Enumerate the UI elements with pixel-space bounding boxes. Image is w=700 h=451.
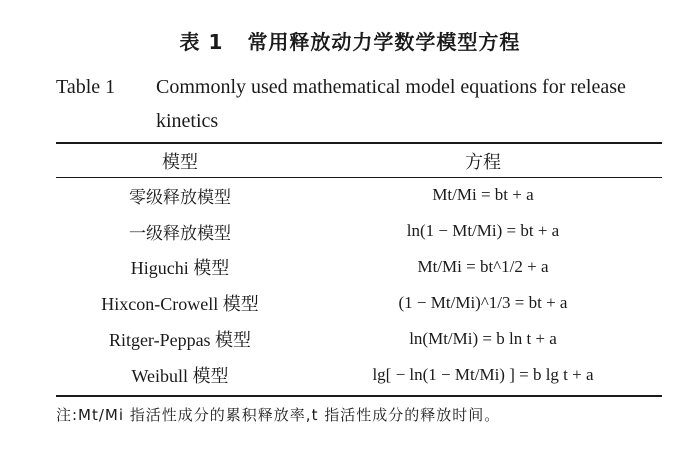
model-name-cell: Hixcon-Crowell 模型	[101, 294, 259, 314]
model-name-cell: 一级释放模型	[129, 223, 231, 244]
table-row	[56, 357, 662, 393]
model-name-cell: Higuchi 模型	[130, 258, 230, 278]
table-number-chinese: 表 1	[179, 30, 224, 54]
table-row	[56, 177, 662, 213]
table-caption-chinese	[0, 26, 700, 55]
table-row	[56, 285, 662, 321]
table-row	[56, 213, 662, 249]
equation-cell: ln(Mt/Mi) = b ln t + a	[409, 329, 557, 348]
column-header-model: 模型	[162, 151, 198, 173]
equation-cell: Mt/Mi = bt + a	[432, 185, 534, 204]
equation-cell: (1 − Mt/Mi)^1/3 = bt + a	[398, 293, 568, 312]
table-number-english: Table 1	[56, 76, 116, 98]
table-header-row	[56, 144, 662, 177]
model-name-cell: 零级释放模型	[129, 187, 231, 208]
model-equation-table	[56, 144, 662, 393]
table-footnote: 注:Mt/Mi 指活性成分的累积释放率,t 指活性成分的释放时间。	[56, 406, 501, 424]
table-row	[56, 321, 662, 357]
equation-cell: lg[ − ln(1 − Mt/Mi) ] = b lg t + a	[372, 365, 594, 384]
bottom-rule	[56, 395, 662, 397]
model-name-cell: Weibull 模型	[131, 366, 229, 386]
table-row	[56, 249, 662, 285]
column-header-equation: 方程	[465, 151, 501, 173]
equation-cell: Mt/Mi = bt^1/2 + a	[417, 257, 549, 276]
model-name-cell: Ritger-Peppas 模型	[108, 330, 252, 350]
table-title-english: Commonly used mathematical model equations for release kinetics	[156, 76, 626, 132]
table-title-chinese: 常用释放动力学数学模型方程	[247, 30, 521, 54]
equation-cell: ln(1 − Mt/Mi) = bt + a	[406, 221, 560, 240]
